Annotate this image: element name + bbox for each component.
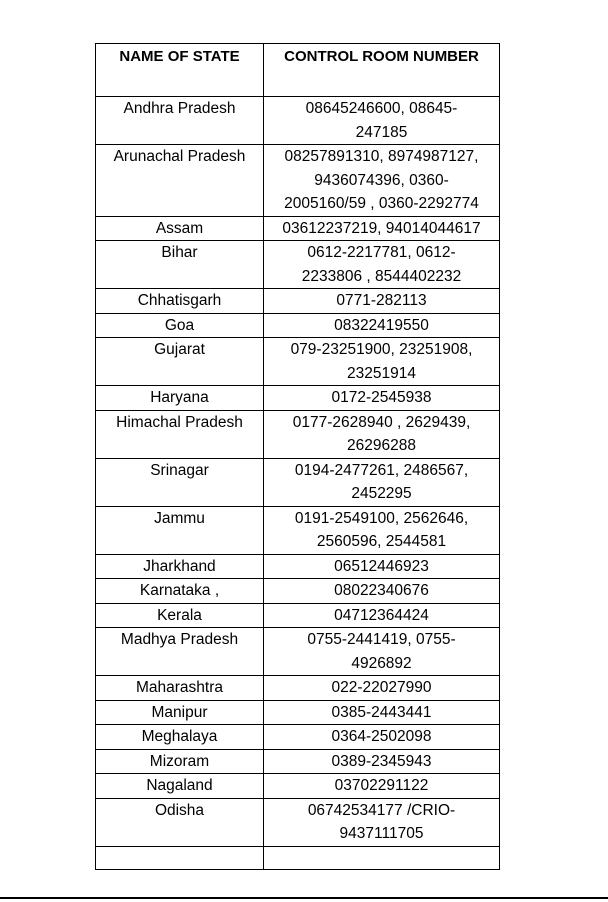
- state-name-cell: Maharashtra: [96, 676, 264, 701]
- number-column-header: CONTROL ROOM NUMBER: [264, 44, 500, 97]
- control-room-table: [95, 43, 500, 870]
- state-name-cell: Mizoram: [96, 749, 264, 774]
- table-row: [96, 725, 500, 750]
- state-name-cell: Jharkhand: [96, 554, 264, 579]
- state-name-cell: Himachal Pradesh: [96, 410, 264, 458]
- control-room-number-cell: 0194-2477261, 2486567, 2452295: [264, 458, 500, 506]
- state-name-cell: Nagaland: [96, 774, 264, 799]
- control-room-number-cell: [264, 846, 500, 869]
- table-body: [96, 97, 500, 870]
- state-name-cell: Madhya Pradesh: [96, 628, 264, 676]
- table-row: [96, 700, 500, 725]
- table-row: [96, 554, 500, 579]
- state-name-cell: Meghalaya: [96, 725, 264, 750]
- control-room-number-cell: 08257891310, 8974987127, 9436074396, 0360- 2005160/59 , 0360-2292774: [264, 145, 500, 217]
- table-row: [96, 216, 500, 241]
- control-room-number-cell: 0755-2441419, 0755- 4926892: [264, 628, 500, 676]
- control-room-number-cell: 08022340676: [264, 579, 500, 604]
- control-room-number-cell: 04712364424: [264, 603, 500, 628]
- table-row: [96, 676, 500, 701]
- table-row: [96, 338, 500, 386]
- table-row: [96, 603, 500, 628]
- state-name-cell: [96, 846, 264, 869]
- table-row: [96, 313, 500, 338]
- table-row: [96, 798, 500, 846]
- control-room-number-cell: 06512446923: [264, 554, 500, 579]
- state-name-cell: Kerala: [96, 603, 264, 628]
- table-row: [96, 628, 500, 676]
- control-room-number-cell: 0364-2502098: [264, 725, 500, 750]
- control-room-number-cell: 03702291122: [264, 774, 500, 799]
- state-name-cell: Manipur: [96, 700, 264, 725]
- state-name-cell: Haryana: [96, 386, 264, 411]
- control-room-number-cell: 06742534177 /CRIO- 9437111705: [264, 798, 500, 846]
- table-row: [96, 410, 500, 458]
- state-name-cell: Jammu: [96, 506, 264, 554]
- table-row: [96, 97, 500, 145]
- control-room-number-cell: 0177-2628940 , 2629439, 26296288: [264, 410, 500, 458]
- state-name-cell: Chhatisgarh: [96, 289, 264, 314]
- state-name-cell: Karnataka ,: [96, 579, 264, 604]
- state-name-cell: Srinagar: [96, 458, 264, 506]
- state-name-cell: Andhra Pradesh: [96, 97, 264, 145]
- control-room-number-cell: 0172-2545938: [264, 386, 500, 411]
- state-column-header: NAME OF STATE: [96, 44, 264, 97]
- table-row: [96, 579, 500, 604]
- header-row: [96, 44, 500, 97]
- table-row: [96, 846, 500, 869]
- control-room-number-cell: 0771-282113: [264, 289, 500, 314]
- table-row: [96, 289, 500, 314]
- table-row: [96, 506, 500, 554]
- table-row: [96, 774, 500, 799]
- page-bottom-rule: [0, 897, 608, 899]
- control-room-number-cell: 079-23251900, 23251908, 23251914: [264, 338, 500, 386]
- state-name-cell: Assam: [96, 216, 264, 241]
- table-row: [96, 749, 500, 774]
- state-name-cell: Bihar: [96, 241, 264, 289]
- control-room-number-cell: 03612237219, 94014044617: [264, 216, 500, 241]
- table-row: [96, 241, 500, 289]
- control-room-number-cell: 022-22027990: [264, 676, 500, 701]
- table-row: [96, 386, 500, 411]
- control-room-number-cell: 0389-2345943: [264, 749, 500, 774]
- table-row: [96, 145, 500, 217]
- control-room-number-cell: 0385-2443441: [264, 700, 500, 725]
- control-room-number-cell: 0191-2549100, 2562646, 2560596, 2544581: [264, 506, 500, 554]
- control-room-number-cell: 08645246600, 08645- 247185: [264, 97, 500, 145]
- table-row: [96, 458, 500, 506]
- state-name-cell: Gujarat: [96, 338, 264, 386]
- state-name-cell: Odisha: [96, 798, 264, 846]
- control-room-number-cell: 08322419550: [264, 313, 500, 338]
- state-name-cell: Arunachal Pradesh: [96, 145, 264, 217]
- control-room-number-cell: 0612-2217781, 0612- 2233806 , 8544402232: [264, 241, 500, 289]
- state-name-cell: Goa: [96, 313, 264, 338]
